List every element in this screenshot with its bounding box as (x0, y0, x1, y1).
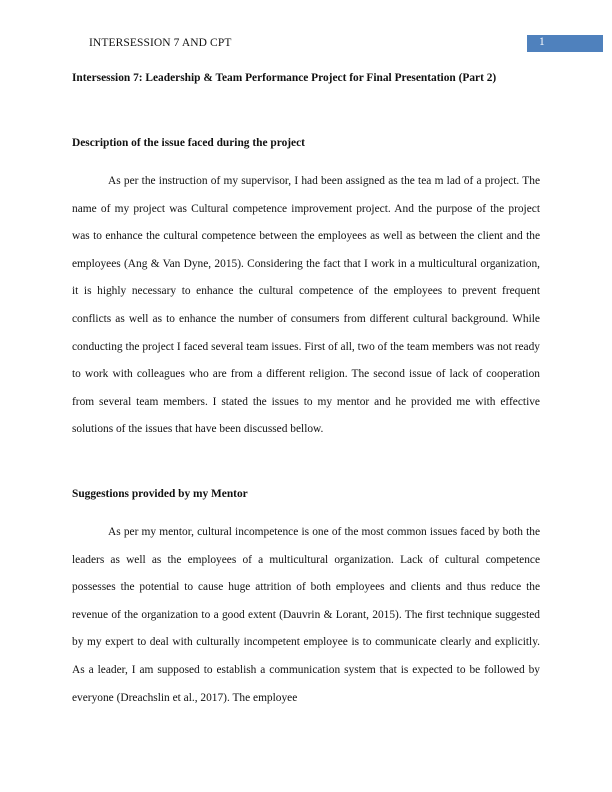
paragraph-mentor-suggestions: As per my mentor, cultural incompetence is one of the most common issues faced by both the leaders as well as the employees of a multicultural organization. Lack of cultural competence possesses the potential to cause huge attrition of both employees and clients and thus reduce the revenue of the organization to a good extent (Dauvrin & Lorant, 2015). The first technique suggested by my expert to deal with culturally incompetent employee is to communicate clearly and explicitly. As a leader, I am supposed to establish a communication system that is expected to be followed by everyone (Dreachslin et al., 2017). The employee (72, 526, 540, 704)
page-number: 1 (539, 36, 545, 48)
page-number-badge (527, 35, 603, 52)
document-title: Intersession 7: Leadership & Team Performance Project for Final Presentation (Part 2) (72, 72, 497, 84)
paragraph-issue-description: As per the instruction of my supervisor, I had been assigned as the tea m lad of a project. The name of my project was Cultural competence improvement project. And the purpose of the project was to enhance the cultural competence between the employees as well as between the client and the employees (Ang & Van Dyne, 2015). Considering the fact that I work in a multicultural organization, it is highly necessary to enhance the cultural competence of the employees to prevent frequent conflicts as well as to enhance the number of consumers from different cultural background. While conducting the project I faced several team issues. First of all, two of the team members was not ready to work with colleagues who are from a different religion. The second issue of lack of cooperation from several team members. I stated the issues to my mentor and he provided me with effective solutions of the issues that have been discussed bellow. (72, 175, 540, 436)
section-heading-issue: Description of the issue faced during the project (72, 137, 305, 149)
running-head: INTERSESSION 7 AND CPT (89, 37, 232, 49)
section-heading-suggestions: Suggestions provided by my Mentor (72, 488, 248, 500)
